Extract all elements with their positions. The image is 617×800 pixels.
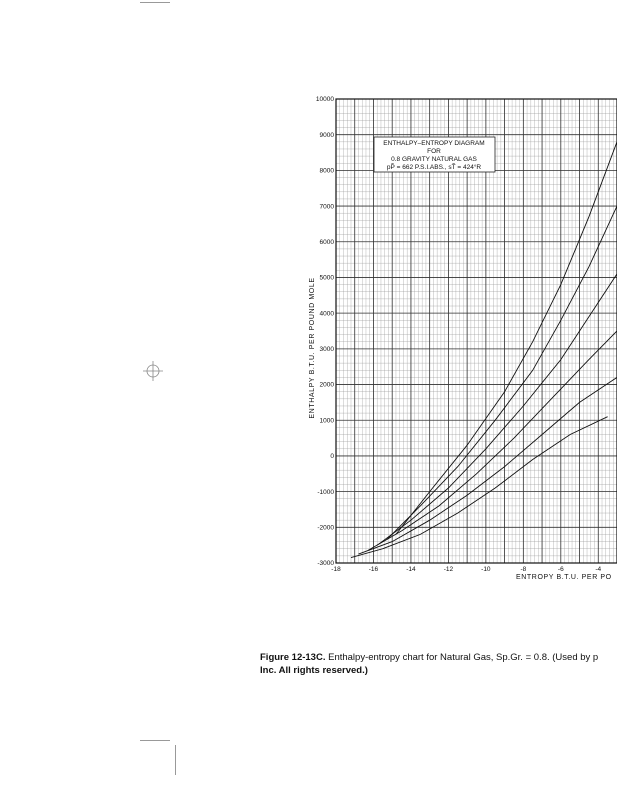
y-tick-label: 3000: [319, 346, 334, 354]
y-tick-label: 1000: [319, 417, 334, 425]
chart-title-line-4: pP͂ = 662 P.S.I.ABS., sT͂ = 424°R: [386, 164, 482, 171]
series-line-6: [396, 142, 617, 535]
y-tick-label: -1000: [317, 488, 334, 496]
caption-text-1: Enthalpy-entropy chart for Natural Gas, Sp.Gr. = 0.8. (Used by p: [325, 652, 599, 663]
chart-title-line-1: ENTHALPY–ENTROPY DIAGRAM: [383, 140, 485, 147]
crop-mark-bottom-vertical: [175, 745, 176, 775]
y-tick-label: 6000: [319, 238, 334, 246]
caption-label: Figure 12-13C.: [260, 652, 326, 663]
chart-title-line-3: 0.8 GRAVITY NATURAL GAS: [391, 156, 477, 163]
x-tick-label: -14: [406, 566, 416, 573]
y-tick-label: 4000: [319, 310, 334, 318]
crop-mark-top: [140, 2, 170, 3]
caption-text-2: Inc. All rights reserved.): [260, 665, 368, 676]
chart-title-line-2: FOR: [427, 148, 441, 155]
x-tick-label: -12: [443, 566, 454, 573]
series-layer: [351, 142, 617, 558]
caption-line-1: [260, 651, 617, 664]
y-tick-label: -2000: [317, 524, 334, 532]
x-tick-label: -18: [331, 566, 341, 573]
x-tick-label: -6: [557, 566, 564, 573]
x-tick-label: -4: [595, 566, 602, 573]
y-tick-label: 7000: [319, 203, 334, 211]
y-tick-label: 2000: [319, 381, 334, 389]
x-axis-label: ENTROPY B.T.U. PER PO: [516, 574, 612, 581]
crop-mark-bottom: [140, 740, 170, 741]
caption-line-2: [260, 664, 617, 677]
y-tick-label: 8000: [319, 167, 334, 175]
y-tick-label: 0: [330, 453, 334, 461]
x-tick-label: -16: [368, 566, 379, 573]
y-tick-label: -3000: [317, 560, 334, 568]
y-tick-label: 9000: [319, 131, 334, 139]
y-tick-label: 5000: [319, 274, 334, 282]
y-tick-label: 10000: [315, 96, 334, 104]
figure-caption: [260, 651, 617, 677]
registration-mark-icon: [143, 361, 163, 381]
x-tick-label: -10: [481, 566, 491, 573]
y-axis-label: ENTHALPY B.T.U. PER POUND MOLE: [309, 277, 316, 419]
chart-title-box: [374, 137, 495, 172]
x-tick-label: -8: [520, 566, 527, 573]
